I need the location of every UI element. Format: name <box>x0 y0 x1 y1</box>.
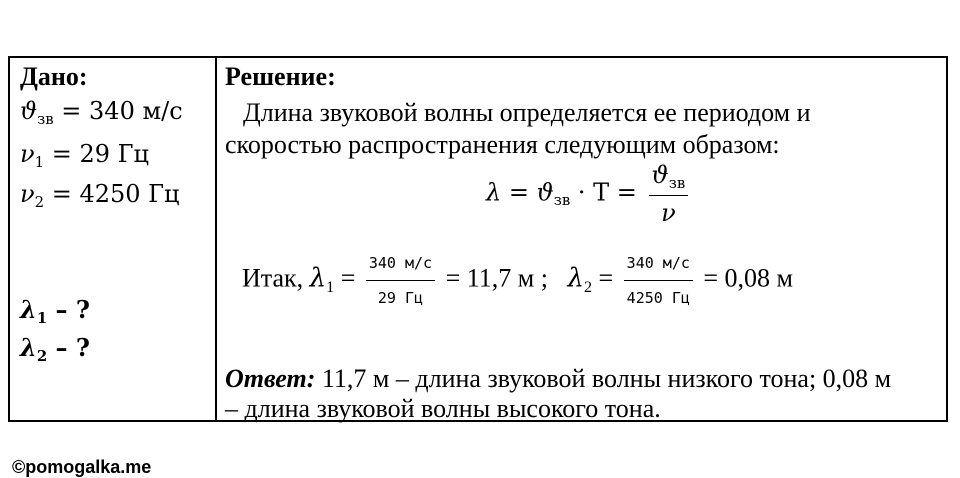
column-divider <box>215 58 217 420</box>
solution-text-line-2: скоростью распространения следующим образом: <box>225 130 780 159</box>
answer-line-2: – длина звуковой волны высокого тона. <box>225 394 661 423</box>
answer-label: Ответ: <box>225 364 316 393</box>
solution-text-line-1: Длина звуковой волны определяется ее периодом и <box>243 98 811 127</box>
given-header: Дано: <box>20 62 88 91</box>
given-sound-speed: ϑзв = 340 м/с <box>20 97 183 128</box>
calculation-line: Итак, λ1 = $\frac{340 м/с}{29 Гц}$ = 11,7 м ; λ2 = $\frac{340 м/с}{4250 Гц}$ = 0,08 м <box>242 248 793 313</box>
find-wavelength-2: λ2 – ? <box>20 333 90 365</box>
wavelength-formula: λ = ϑзв · T = $\frac{\text{ϑзв}}{\nu}$ <box>486 160 692 228</box>
solution-header: Решение: <box>225 62 336 91</box>
find-wavelength-1: λ1 – ? <box>20 295 90 327</box>
solution-table <box>8 56 948 477</box>
watermark: ©pomogalka.me <box>12 457 152 477</box>
answer-line-1: Ответ: 11,7 м – длина звуковой волны низкого тона; 0,08 м <box>225 364 892 393</box>
given-frequency-1: ν1 = 29 Гц <box>20 140 149 171</box>
given-frequency-2: ν2 = 4250 Гц <box>20 180 180 211</box>
